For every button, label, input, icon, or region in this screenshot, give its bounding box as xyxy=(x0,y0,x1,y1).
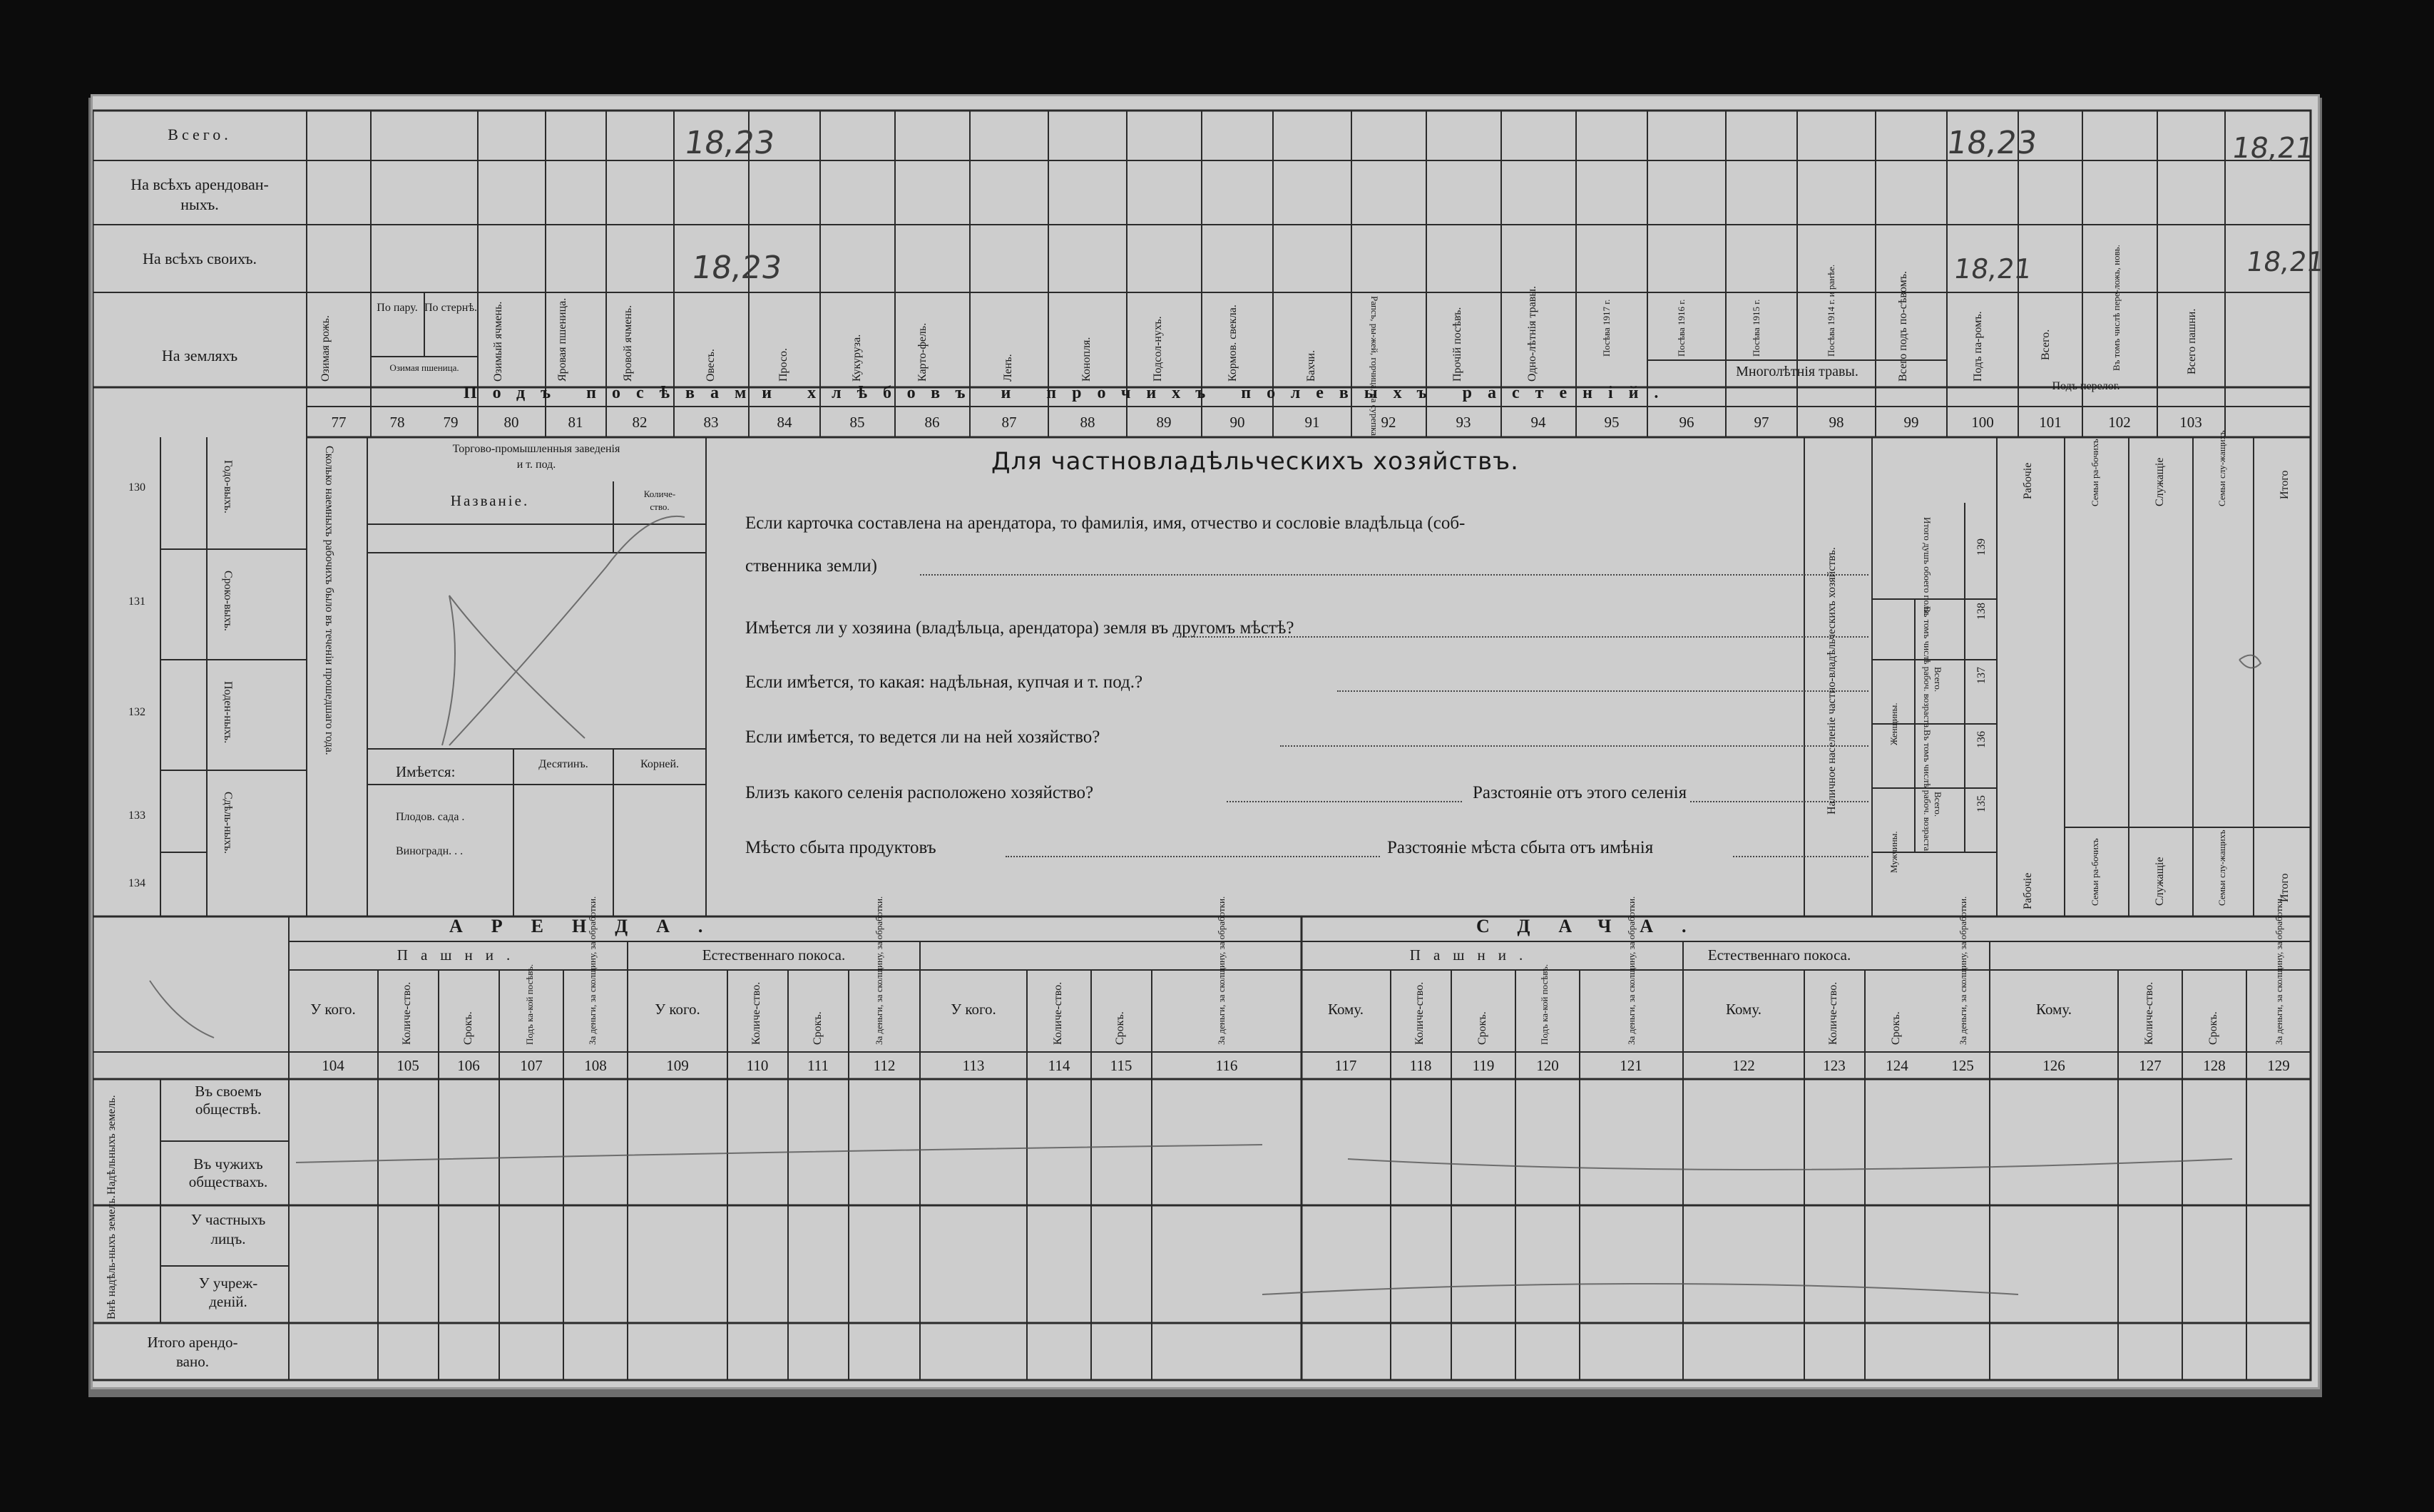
col-num: 97 xyxy=(1754,414,1769,431)
staff-col-servant-families-b: Семьи слу-жащихъ xyxy=(2216,829,2227,906)
col-num: 125 xyxy=(1951,1057,1974,1074)
col-num: 110 xyxy=(746,1057,769,1074)
col-num: 91 xyxy=(1304,414,1320,431)
col-num: 86 xyxy=(924,414,940,431)
col-pod-parom: Подъ па-ромъ. xyxy=(1972,311,1984,382)
question-which-land: Если имѣется, то какая: надѣльная, купчая и т. под.? xyxy=(745,673,1143,692)
col-num: 89 xyxy=(1156,414,1172,431)
col-komu: Кому. xyxy=(1726,1001,1761,1018)
col-num: 117 xyxy=(1334,1057,1357,1074)
col-num: 122 xyxy=(1732,1057,1755,1074)
col-pay: За деньги, за сколщину, за обработки. xyxy=(1626,896,1637,1045)
worker-label: Годо-выхъ. xyxy=(222,460,234,514)
row-lands-label: На земляхъ xyxy=(161,347,238,364)
col-num: 108 xyxy=(584,1057,607,1074)
col-kartofel: Карто-фель. xyxy=(916,322,929,382)
col-kukuruza: Кукуруза. xyxy=(851,334,863,382)
row-foreign-society-2: обществахъ. xyxy=(188,1173,268,1190)
arenda-pashni: Пашни. xyxy=(397,946,523,964)
col-num: 103 xyxy=(2179,414,2202,431)
col-num: 116 xyxy=(1215,1057,1238,1074)
col-komu: Кому. xyxy=(1328,1001,1364,1018)
col-konoplya: Конопля. xyxy=(1080,337,1093,382)
col-num: 84 xyxy=(777,414,792,431)
col-num: 104 xyxy=(322,1057,344,1074)
row-total-rented: Итого арендо- xyxy=(147,1334,238,1351)
col-num: 93 xyxy=(1456,414,1471,431)
col-yarovaya-pshenitsa: Яровая пшеница. xyxy=(556,297,568,382)
col-pay: За деньги, за сколщину, за обработки. xyxy=(587,896,598,1045)
question-owner: Если карточка составлена на арендатора, то фамилія, имя, отчество и сословіе владѣльца (соб- xyxy=(745,514,1466,533)
row-foreign-society: Въ чужихъ xyxy=(193,1155,263,1173)
question-farming: Если имѣется, то ведется ли на ней хозяйство? xyxy=(745,727,1100,747)
row-rented-label-1: На всѣхъ арендован- xyxy=(131,175,269,193)
sdacha-banner: СДАЧА. xyxy=(1476,916,1715,936)
col-num: 77 xyxy=(331,414,347,431)
worker-label: Сроко-выхъ. xyxy=(222,571,234,631)
pop-w-total: Всего. xyxy=(1933,667,1943,693)
question-owner-2: ственника земли) xyxy=(745,556,877,576)
col-srok: Срокъ. xyxy=(2207,1011,2219,1045)
col-num: 112 xyxy=(873,1057,896,1074)
staff-col-families: Семьи ра-бочихъ xyxy=(2090,439,2100,506)
col-oves: Овесъ. xyxy=(705,349,717,382)
business-col-qty: Количе- xyxy=(643,489,676,499)
col-srok: Срокъ. xyxy=(462,1011,474,1045)
col-num: 121 xyxy=(1620,1057,1642,1074)
pop-men: Мужчины. xyxy=(1888,831,1899,874)
col-komu: Кому. xyxy=(2036,1001,2072,1018)
handwritten-note: 18,21 xyxy=(1951,253,2034,285)
sdacha-pashni: Пашни. xyxy=(1409,946,1536,964)
sdacha-pokos: Естественнаго покоса. xyxy=(1707,946,1851,964)
pop-m-workers: Въ томъ числѣ рабоч. возраста. xyxy=(1922,730,1933,854)
hired-workers-caption: Сколько наемныхъ рабочихъ было въ теченіи прошедшаго года. xyxy=(323,446,335,755)
col-num: 113 xyxy=(962,1057,985,1074)
col-num: 81 xyxy=(568,414,583,431)
col-qty: Количе-ство. xyxy=(401,981,413,1045)
col-num: 96 xyxy=(1679,414,1694,431)
col-ozimaya-pshenitsa: Озимая пшеница. xyxy=(389,362,459,373)
col-num: 90 xyxy=(1229,414,1245,431)
col-posev-1917: Посѣва 1917 г. xyxy=(1601,299,1612,357)
col-po-paru: По пару. xyxy=(377,302,418,314)
col-num: 129 xyxy=(2267,1057,2290,1074)
population-caption: Наличное населеніе частно-владѣльческихъ хозяйствъ. xyxy=(1826,547,1838,815)
col-pod-perelog: Подъ перелог. xyxy=(2052,380,2120,392)
col-ozimy-yachmen: Озимый ячмень. xyxy=(492,301,504,382)
col-num: 78 xyxy=(389,414,405,431)
col-qty: Количе-ство. xyxy=(1827,981,1839,1045)
col-raps: Рапсъ, ры-жей, горчица, на сурепка. xyxy=(1369,296,1380,439)
col-qty: Количе-ство. xyxy=(2143,981,2155,1045)
arenda-banner: АРЕНДА. xyxy=(449,916,732,936)
worker-num: 130 xyxy=(128,481,145,494)
staff-col-workers-b: Рабочіе xyxy=(2022,872,2034,909)
col-pay: За деньги, за сколщину, за обработки. xyxy=(1958,896,1968,1045)
col-srok: Срокъ. xyxy=(1890,1011,1902,1045)
question-market: Мѣсто сбыта продуктовъ xyxy=(745,838,936,857)
worker-label: Поден-ныхъ. xyxy=(222,681,234,744)
col-u-kogo: У кого. xyxy=(951,1001,996,1018)
row-own-society-2: обществѣ. xyxy=(195,1100,262,1118)
staff-col-servants-b: Служащіе xyxy=(2154,857,2166,906)
orchard-label: Плодов. сада . xyxy=(396,811,465,823)
col-num: 106 xyxy=(457,1057,480,1074)
pop-num: 136 xyxy=(1975,731,1988,748)
row-own-label: На всѣхъ своихъ. xyxy=(143,250,257,267)
business-title-2: и т. под. xyxy=(516,459,556,471)
col-vsego-perelog: Всего. xyxy=(2040,329,2052,360)
col-u-kogo: У кого. xyxy=(310,1001,356,1018)
staff-col-total-b: Итого xyxy=(2279,873,2291,902)
pop-num: 135 xyxy=(1975,795,1988,812)
col-proso: Просо. xyxy=(777,347,789,382)
private-estate-title: Для частновладѣльческихъ хозяйствъ. xyxy=(991,447,1519,476)
row-rented-label-2: ныхъ. xyxy=(180,195,219,213)
worker-num: 133 xyxy=(128,809,145,822)
col-u-kogo: У кого. xyxy=(655,1001,700,1018)
col-num: 109 xyxy=(666,1057,689,1074)
col-num: 105 xyxy=(397,1057,419,1074)
handwritten-note: 18,21 xyxy=(2229,132,2316,165)
col-pereloga-new: Въ томъ числѣ пере-ложь, новь. xyxy=(2111,245,2122,371)
col-num: 94 xyxy=(1530,414,1546,431)
col-vsego-pod-posevom: Всего подъ по-сѣвомъ. xyxy=(1897,271,1909,382)
col-posev-1915: Посѣва 1915 г. xyxy=(1751,299,1761,357)
crops-banner: Подъ посѣвами хлѣбовъ и прочихъ полевыхъ растеній. xyxy=(464,384,1674,402)
col-odnoletnie-travy: Одно-лѣтнія травы. xyxy=(1526,286,1538,382)
col-yarovoy-yachmen: Яровой ячмень. xyxy=(622,305,634,382)
col-num: 120 xyxy=(1536,1057,1559,1074)
question-other-land: Имѣется ли у хозяина (владѣльца, арендатора) земля въ другомъ мѣстѣ? xyxy=(745,618,1294,638)
row-private: У частныхъ xyxy=(190,1211,266,1228)
has-label: Имѣется: xyxy=(396,763,456,780)
non-allotment-lands-label: Внѣ надѣль-ныхъ земель. xyxy=(106,1195,118,1319)
pop-num: 139 xyxy=(1975,538,1988,556)
allotment-lands-label: Надѣльныхъ земель. xyxy=(106,1095,118,1195)
handwritten-note: 18,23 xyxy=(682,125,777,161)
col-kormov-svekla: Кормов. свекла. xyxy=(1227,305,1239,382)
col-prochiy-posev: Прочій посѣвъ. xyxy=(1451,307,1463,382)
question-market-distance: Разстояніе мѣста сбыта отъ имѣнія xyxy=(1387,838,1654,857)
col-num: 98 xyxy=(1829,414,1844,431)
worker-num: 134 xyxy=(128,877,145,889)
handwritten-note: 18,23 xyxy=(689,250,784,286)
row-institutions: У учреж- xyxy=(198,1275,258,1292)
col-crop: Подъ ка-кой посѣвъ. xyxy=(1539,964,1550,1045)
col-mnogoletnie-travy: Многолѣтнія травы. xyxy=(1736,364,1858,379)
row-institutions-2: деній. xyxy=(209,1293,247,1310)
business-col-qty-2: ство. xyxy=(650,501,670,512)
col-qty: Количе-ство. xyxy=(750,981,762,1045)
col-num: 95 xyxy=(1604,414,1620,431)
col-pay: За деньги, за сколщину, за обработки. xyxy=(1216,896,1227,1045)
col-num: 79 xyxy=(443,414,459,431)
handwritten-note: 18,23 xyxy=(1944,125,2040,161)
col-num: 85 xyxy=(849,414,865,431)
vineyard-label: Виноградн. . . xyxy=(396,845,464,857)
staff-col-servants: Служащіе xyxy=(2154,457,2166,506)
staff-col-families-b: Семьи ра-бочихъ xyxy=(2090,838,2100,906)
worker-num: 131 xyxy=(128,596,145,608)
staff-col-total: Итого xyxy=(2279,470,2291,499)
col-pay: За деньги, за сколщину, за обработки. xyxy=(2274,896,2284,1045)
col-crop: Подъ ка-кой посѣвъ. xyxy=(524,964,535,1045)
col-ozimaya-rozh: Озимая рожь. xyxy=(319,315,332,382)
col-num: 92 xyxy=(1381,414,1396,431)
col-num: 127 xyxy=(2139,1057,2162,1074)
col-num: 124 xyxy=(1886,1057,1908,1074)
col-srok: Срокъ. xyxy=(1476,1011,1488,1045)
col-len: Ленъ. xyxy=(1002,354,1014,382)
row-own-society: Въ своемъ xyxy=(195,1083,262,1100)
col-num: 126 xyxy=(2042,1057,2065,1074)
col-num: 83 xyxy=(703,414,719,431)
col-srok: Срокъ. xyxy=(812,1011,824,1045)
pop-num: 137 xyxy=(1975,667,1988,684)
col-qty: Количе-ство. xyxy=(1413,981,1426,1045)
worker-num: 132 xyxy=(128,706,145,718)
col-num: 114 xyxy=(1048,1057,1070,1074)
pop-num: 138 xyxy=(1975,603,1988,620)
col-podsolnukh: Подсол-нухъ. xyxy=(1152,316,1164,382)
question-near-village: Близъ какого селенія расположено хозяйство? xyxy=(745,783,1094,802)
korney-label: Корней. xyxy=(640,758,680,770)
row-total-label: Всего. xyxy=(168,126,232,143)
col-num: 88 xyxy=(1080,414,1095,431)
desyatin-label: Десятинъ. xyxy=(538,758,588,770)
col-posev-1916: Посѣва 1916 г. xyxy=(1676,299,1687,357)
col-num: 115 xyxy=(1110,1057,1132,1074)
business-title-1: Торгово-промышленныя заведенія xyxy=(452,443,620,455)
col-num: 128 xyxy=(2203,1057,2226,1074)
row-total-rented-2: вано. xyxy=(176,1353,209,1370)
col-qty: Количе-ство. xyxy=(1052,981,1064,1045)
col-num: 107 xyxy=(520,1057,543,1074)
pop-w-workers: Въ томъ числѣ рабоч. возраста. xyxy=(1922,606,1933,730)
arenda-pokos: Естественнаго покоса. xyxy=(702,946,846,964)
col-num: 101 xyxy=(2039,414,2062,431)
pop-total-souls: Итого душъ обоего пола. xyxy=(1922,517,1933,616)
pop-m-total: Всего. xyxy=(1933,792,1943,817)
business-col-name: Названіе. xyxy=(450,492,530,509)
col-num: 99 xyxy=(1903,414,1919,431)
col-vsego-pashni: Всего пашни. xyxy=(2186,308,2198,374)
col-num: 80 xyxy=(503,414,519,431)
col-pay: За деньги, за сколщину, за обработки. xyxy=(874,896,884,1045)
col-srok: Срокъ. xyxy=(1114,1011,1126,1045)
col-bakhchi: Бахчи. xyxy=(1305,349,1317,382)
worker-label: Сдѣль-ныхъ. xyxy=(222,792,234,854)
handwritten-note: 18,21 xyxy=(2244,246,2326,277)
row-private-2: лицъ. xyxy=(210,1230,246,1247)
pop-women: Женщины. xyxy=(1888,703,1899,745)
col-num: 118 xyxy=(1409,1057,1432,1074)
col-num: 102 xyxy=(2108,414,2131,431)
question-distance-village: Разстояніе отъ этого селенія xyxy=(1473,783,1687,802)
col-po-sternye: По стернѣ. xyxy=(424,302,477,314)
staff-col-workers: Рабочіе xyxy=(2022,462,2034,499)
col-posev-1914: Посѣва 1914 г. и ранѣе. xyxy=(1826,264,1836,357)
col-num: 87 xyxy=(1001,414,1017,431)
col-num: 111 xyxy=(807,1057,829,1074)
col-num: 123 xyxy=(1823,1057,1846,1074)
col-num: 119 xyxy=(1472,1057,1495,1074)
col-num: 100 xyxy=(1971,414,1994,431)
census-card xyxy=(93,96,2326,1387)
col-num: 82 xyxy=(632,414,648,431)
staff-col-servant-families: Семьи слу-жащихъ xyxy=(2216,430,2227,506)
